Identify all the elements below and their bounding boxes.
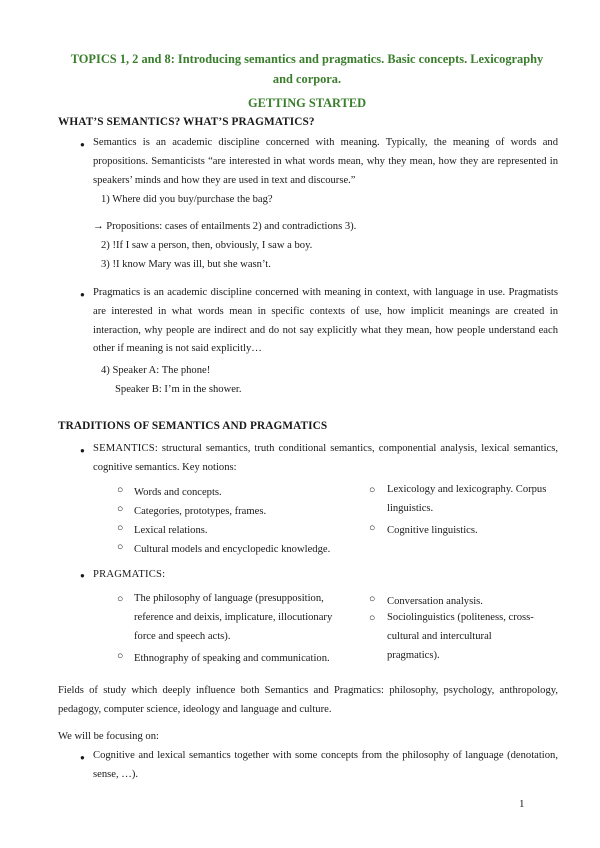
- sem-notion-6: Cognitive linguistics.: [387, 525, 478, 536]
- circle-bullet-icon: ○: [117, 651, 124, 662]
- bullet-icon: ●: [80, 446, 85, 455]
- circle-bullet-icon: ○: [369, 485, 376, 496]
- prag-notion-4: Sociolinguistics (politeness, cross-cultural and intercultural pragmatics).: [387, 612, 534, 661]
- semantics-label: SEMANTICS: [93, 443, 155, 454]
- example-4-speaker-a: 4) Speaker A: The phone!: [101, 365, 211, 376]
- fields-of-study: Fields of study which deeply influence both Semantics and Pragmatics: philosophy, psychology, anthropology, pedagogy, computer science, ideology and language and culture.: [58, 685, 558, 715]
- prag-notion-3: Conversation analysis.: [387, 596, 483, 607]
- document-subtitle: GETTING STARTED: [247, 96, 367, 110]
- circle-bullet-icon: ○: [117, 504, 124, 515]
- example-4-speaker-b: Speaker B: I’m in the shower.: [115, 384, 242, 395]
- bullet-icon: ●: [80, 571, 85, 580]
- sem-notion-1: Words and concepts.: [134, 487, 222, 498]
- circle-bullet-icon: ○: [117, 542, 124, 553]
- semantics-traditions: [93, 440, 558, 478]
- focus-intro: We will be focusing on:: [58, 731, 159, 742]
- section-heading-traditions: TRADITIONS OF SEMANTICS AND PRAGMATICS: [58, 420, 328, 432]
- semantics-definition: Semantics is an academic discipline concerned with meaning. Typically, the meaning of words and propositions. Semanticists “are interested in what words mean, why they mean, how they are represented in speakers’ minds and how they are used in text and discourse.”: [93, 137, 558, 186]
- document-title: [50, 49, 564, 89]
- title-line-2: and corpora.: [272, 72, 342, 86]
- sem-notion-4: Cultural models and encyclopedic knowledge.: [134, 544, 331, 555]
- circle-bullet-icon: ○: [117, 594, 124, 605]
- prag-notion-1: The philosophy of language (presupposition, reference and deixis, implicature, illocutionary force and speech acts).: [134, 593, 333, 642]
- propositions-note: → Propositions: cases of entailments 2) and contradictions 3).: [93, 221, 357, 232]
- circle-bullet-icon: ○: [369, 613, 376, 624]
- example-3: 3) !I know Mary was ill, but she wasn’t.: [101, 259, 271, 270]
- pragmatics-colon: :: [162, 569, 166, 580]
- title-line-1: TOPICS 1, 2 and 8: Introducing semantics and pragmatics. Basic concepts. Lexicography: [70, 52, 544, 66]
- page-number: 1: [519, 798, 525, 810]
- circle-bullet-icon: ○: [369, 523, 376, 534]
- example-2: 2) !If I saw a person, then, obviously, I saw a boy.: [101, 240, 313, 251]
- bullet-icon: ●: [80, 140, 85, 149]
- pragmatics-definition: Pragmatics is an academic discipline concerned with meaning in context, with language in use. Pragmatists are interested in what words mean in specific contexts of use, how implicit meanings are created in interaction, why people are indirect and do not say explicitly what they mean, how people understand each other if meaning is not said explicitly…: [93, 287, 558, 355]
- sem-notion-3: Lexical relations.: [134, 525, 208, 536]
- bullet-icon: ●: [80, 290, 85, 299]
- pragmatics-label: PRAGMATICS: [93, 569, 163, 580]
- circle-bullet-icon: ○: [117, 485, 124, 496]
- prag-notion-2: Ethnography of speaking and communication.: [134, 653, 330, 664]
- sem-notion-2: Categories, prototypes, frames.: [134, 506, 267, 517]
- focus-item: Cognitive and lexical semantics together with some concepts from the philosophy of language (denotation, sense, …).: [93, 750, 558, 780]
- pragmatics-traditions: [93, 568, 165, 582]
- section-heading-semantics-pragmatics: WHAT’S SEMANTICS? WHAT’S PRAGMATICS?: [58, 116, 315, 128]
- circle-bullet-icon: ○: [117, 523, 124, 534]
- circle-bullet-icon: ○: [369, 594, 376, 605]
- sem-notion-5: Lexicology and lexicography. Corpus linguistics.: [387, 484, 547, 514]
- bullet-icon: ●: [80, 753, 85, 762]
- example-1: 1) Where did you buy/purchase the bag?: [101, 194, 273, 205]
- semantics-traditions-text: : structural semantics, truth conditional semantics, componential analysis, lexical semantics, cognitive semantics. Key notions:: [93, 443, 558, 473]
